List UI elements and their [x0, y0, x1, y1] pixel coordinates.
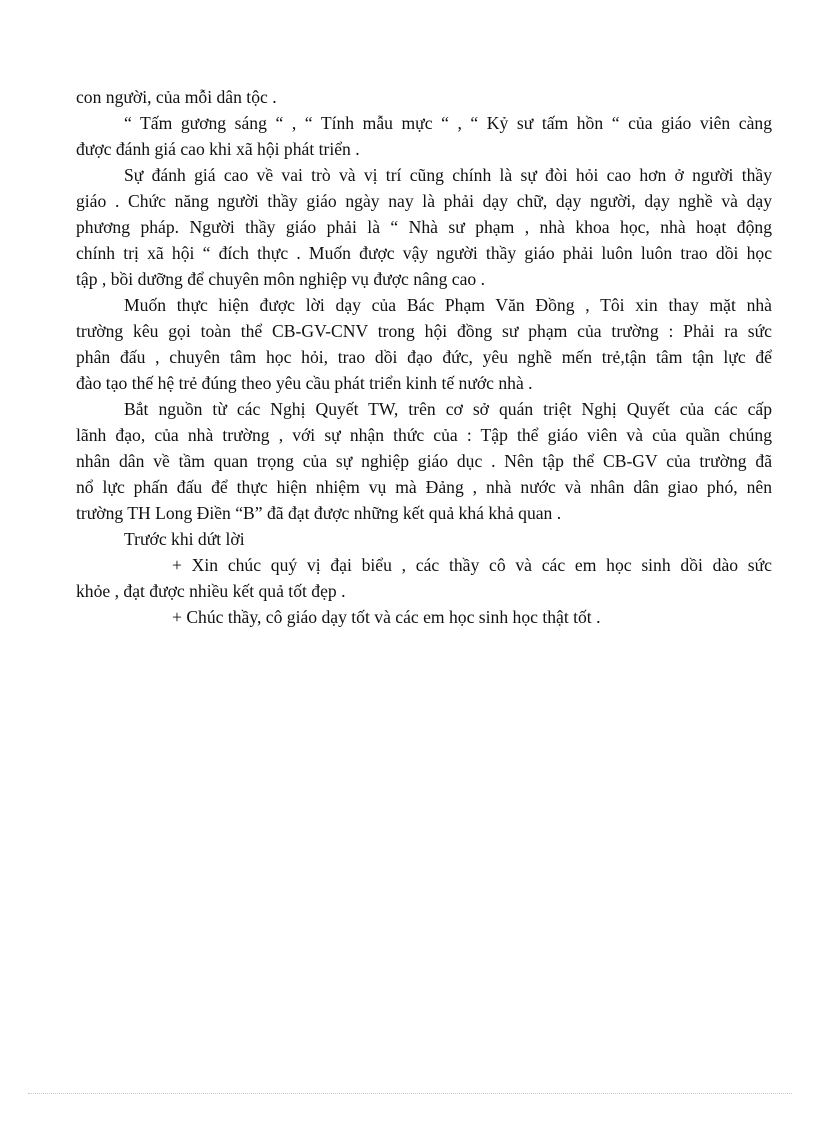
text-line: Sự đánh giá cao về vai trò và vị trí cũng chính là sự đòi hỏi cao hơn ở người thầy — [124, 165, 772, 185]
text-line: Bắt nguồn từ các Nghị Quyết TW, trên cơ sở quán triệt Nghị Quyết của các cấp — [124, 399, 772, 419]
text-line: lãnh đạo, của nhà trường , với sự nhận thức của : Tập thể giáo viên và của quần chúng — [76, 425, 772, 445]
text-line: được đánh giá cao khi xã hội phát triển . — [76, 139, 360, 159]
text-line: chính trị xã hội “ đích thực . Muốn được vậy người thầy giáo phải luôn luôn trao dồi học — [76, 243, 772, 263]
text-line: Muốn thực hiện được lời dạy của Bác Phạm Văn Đồng , Tôi xin thay mặt nhà — [124, 295, 772, 315]
text-line: phân đấu , chuyên tâm học hỏi, trao dồi đạo đức, yêu nghề mến trẻ,tận tâm tận lực để — [76, 347, 772, 367]
text-line: trường TH Long Điền “B” đã đạt được những kết quả khá khả quan . — [76, 503, 562, 523]
text-line: phương pháp. Người thầy giáo phải là “ Nhà sư phạm , nhà khoa học, nhà hoạt động — [76, 217, 772, 237]
text-line: khỏe , đạt được nhiều kết quả tốt đẹp . — [76, 581, 346, 601]
text-line: đào tạo thế hệ trẻ đúng theo yêu cầu phát triển kinh tế nước nhà . — [76, 373, 533, 393]
text-line: nhân dân về tầm quan trọng của sự nghiệp giáo dục . Nên tập thể CB-GV của trường đã — [76, 451, 772, 471]
document-body — [76, 84, 772, 630]
text-line: + Xin chúc quý vị đại biểu , các thầy cô và các em học sinh dồi dào sức — [172, 555, 772, 575]
text-line: con người, của mỗi dân tộc . — [76, 87, 277, 107]
text-line: tập , bồi dưỡng để chuyên môn nghiệp vụ được nâng cao . — [76, 269, 486, 289]
text-line: “ Tấm gương sáng “ , “ Tính mẫu mực “ , “ Kỷ sư tấm hồn “ của giáo viên càng — [124, 113, 772, 133]
text-line: nổ lực phấn đấu để thực hiện nhiệm vụ mà Đảng , nhà nước và nhân dân giao phó, nên — [76, 477, 772, 497]
text-line: giáo . Chức năng người thầy giáo ngày nay là phải dạy chữ, dạy người, dạy nghề và dạy — [76, 191, 772, 211]
text-line: Trước khi dứt lời — [124, 529, 245, 549]
text-line: + Chúc thầy, cô giáo dạy tốt và các em học sinh học thật tốt . — [172, 607, 601, 627]
footer-divider — [28, 1093, 792, 1094]
text-line: trường kêu gọi toàn thể CB-GV-CNV trong hội đồng sư phạm của trường : Phải ra sức — [76, 321, 772, 341]
